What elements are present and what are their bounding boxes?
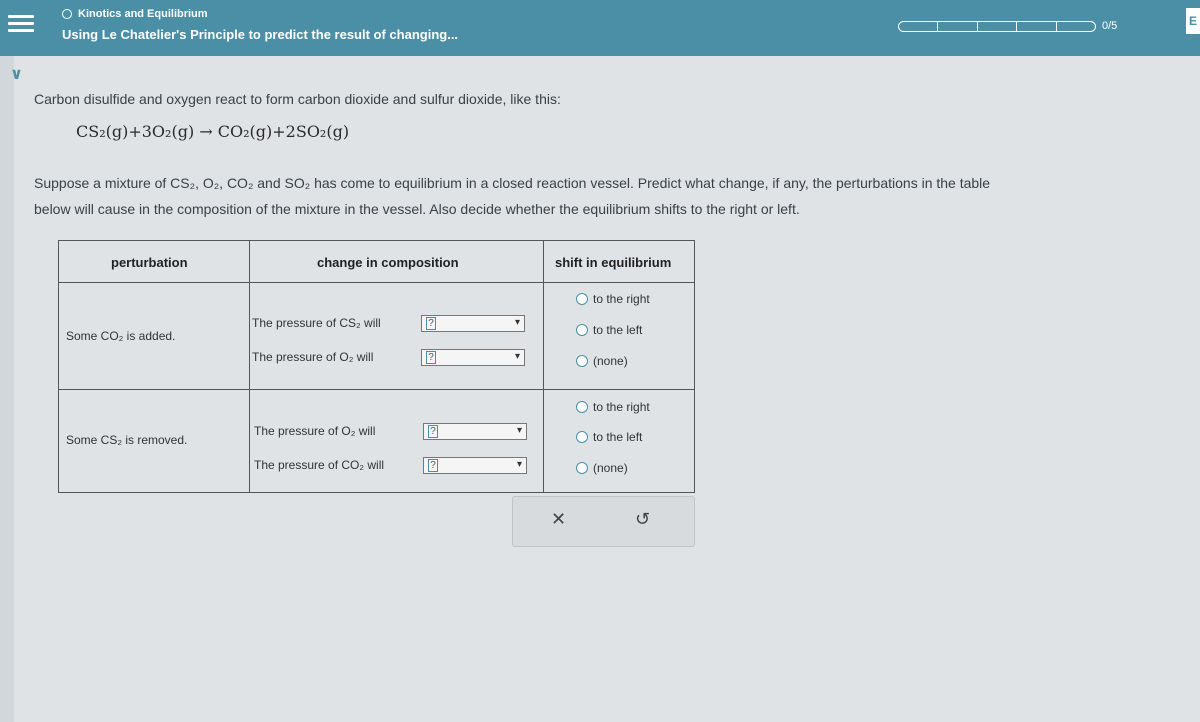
topic-circle-icon	[62, 9, 72, 19]
shift-radio-1-left[interactable]: to the left	[576, 323, 642, 337]
change-label-1b: The pressure of O₂ will	[252, 350, 374, 364]
change-select-2a[interactable]: ? ▾	[423, 423, 527, 440]
chemical-equation: CS₂(g)+3O₂(g) → CO₂(g)+2SO₂(g)	[76, 122, 350, 141]
change-label-1a: The pressure of CS₂ will	[252, 316, 381, 330]
chevron-down-icon[interactable]: ∨	[10, 66, 23, 83]
perturbation-2: Some CS₂ is removed.	[66, 433, 188, 447]
clear-button[interactable]: ✕	[551, 509, 567, 529]
chevron-down-icon: ▾	[516, 459, 522, 470]
radio-icon	[576, 293, 588, 305]
topic-row	[62, 8, 208, 20]
top-bar	[0, 0, 1200, 56]
chevron-down-icon: ▾	[516, 425, 522, 436]
radio-icon	[576, 324, 588, 336]
radio-icon	[576, 401, 588, 413]
topic-label: Kinotics and Equilibrium	[78, 8, 208, 20]
question-intro: Carbon disulfide and oxygen react to form carbon dioxide and sulfur dioxide, like this:	[34, 91, 561, 107]
instructions-line-1: Suppose a mixture of CS₂, O₂, CO₂ and SO₂ has come to equilibrium in a closed reaction vessel. Predict what change, if any, the perturbations in the table	[34, 175, 991, 191]
chevron-down-icon: ▾	[514, 317, 520, 328]
change-select-1b[interactable]: ? ▾	[421, 349, 525, 366]
shift-radio-2-right[interactable]: to the right	[576, 400, 650, 414]
action-bar	[512, 496, 695, 547]
header-perturbation: perturbation	[111, 255, 188, 270]
menu-icon[interactable]	[8, 10, 34, 36]
shift-radio-2-none[interactable]: (none)	[576, 461, 628, 475]
progress-label: 0/5	[1102, 20, 1118, 32]
radio-icon	[576, 431, 588, 443]
change-select-1a[interactable]: ? ▾	[421, 315, 525, 332]
chevron-down-icon: ▾	[514, 351, 520, 362]
instructions-line-2: below will cause in the composition of the mixture in the vessel. Also decide whether the equilibrium shifts to the right or left.	[34, 201, 800, 217]
radio-icon	[576, 355, 588, 367]
shift-radio-1-none[interactable]: (none)	[576, 354, 628, 368]
perturbation-1: Some CO₂ is added.	[66, 329, 176, 343]
change-select-2b[interactable]: ? ▾	[423, 457, 527, 474]
progress-indicator	[898, 20, 1117, 32]
page-title: Using Le Chatelier's Principle to predict the result of changing...	[62, 27, 459, 42]
progress-bar	[898, 21, 1096, 32]
undo-icon[interactable]: ↺	[635, 509, 651, 529]
question-instructions	[34, 170, 1184, 222]
left-sidebar	[0, 56, 14, 722]
header-change: change in composition	[317, 255, 459, 270]
corner-button[interactable]: E	[1186, 8, 1200, 34]
header-shift: shift in equilibrium	[555, 255, 672, 270]
radio-icon	[576, 462, 588, 474]
change-label-2b: The pressure of CO₂ will	[254, 458, 385, 472]
change-label-2a: The pressure of O₂ will	[254, 424, 376, 438]
perturbation-table	[58, 240, 695, 493]
shift-radio-2-left[interactable]: to the left	[576, 430, 642, 444]
shift-radio-1-right[interactable]: to the right	[576, 292, 650, 306]
